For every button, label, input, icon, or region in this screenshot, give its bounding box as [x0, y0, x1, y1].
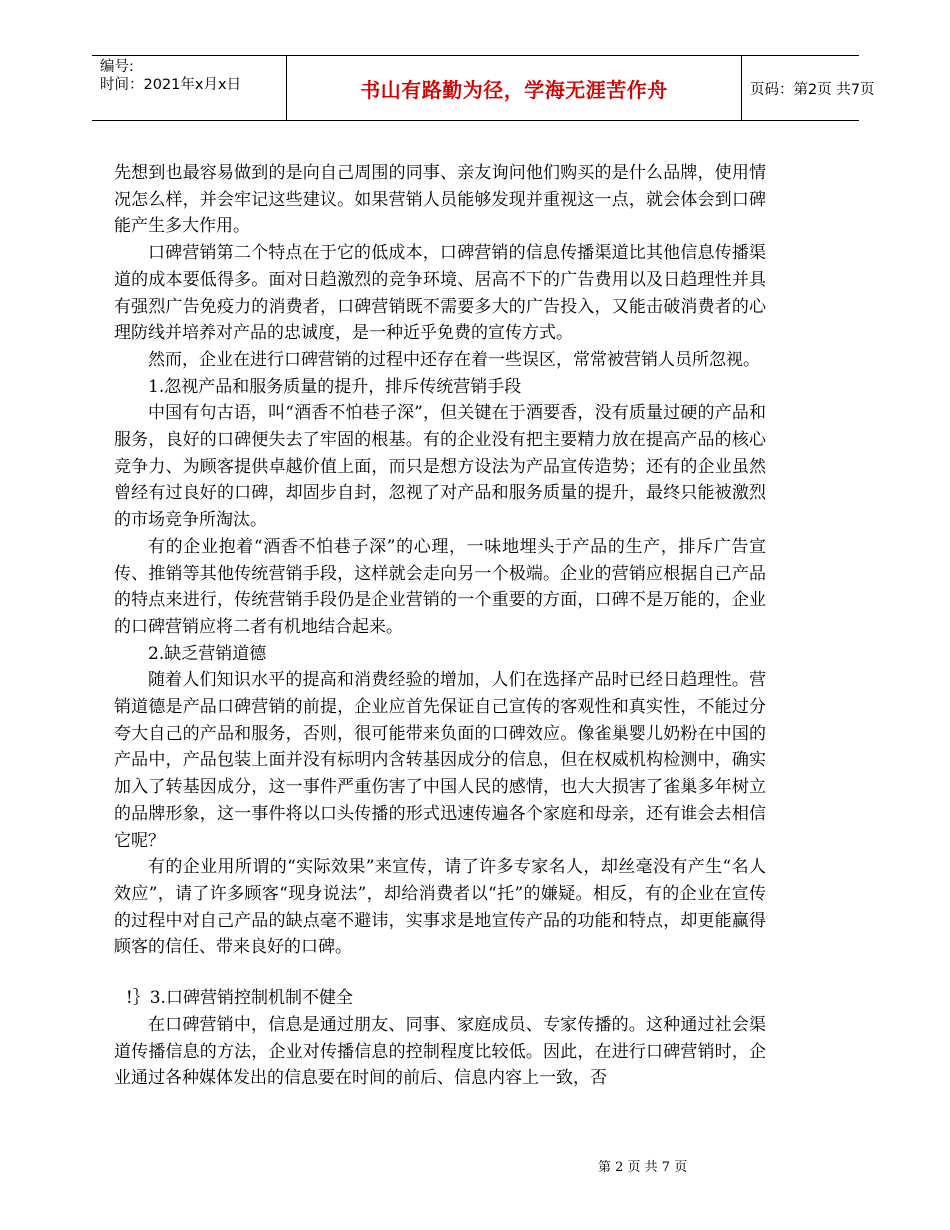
- section-heading: 2.缺乏营销道德: [148, 643, 267, 664]
- body-paragraph: 口碑营销第二个特点在于它的低成本，口碑营销的信息传播渠道比其他信息传播渠道的成本要低得多。面对日趋激烈的竞争环境、居高不下的广告费用以及日趋理性并具有强烈广告免疫力的消费者，口碑营销既不需要多大的广告投入，又能击破消费者的心理防线并培养对产品的忠诚度，是一种近乎免费的宣传方式。: [114, 243, 766, 344]
- document-number-label: 编号:: [100, 59, 134, 75]
- document-body: [114, 160, 766, 1092]
- header-motto-cell: [286, 56, 742, 120]
- header-meta-cell: [92, 56, 286, 120]
- section-heading: 1.忽视产品和服务质量的提升，排斥传统营销手段: [148, 376, 522, 397]
- body-paragraph: 有的企业用所谓的“实际效果”来宣传，请了许多专家名人，却丝毫没有产生“名人效应”，请了许多顾客“现身说法”，却给消费者以“托”的嫌疑。相反，有的企业在宣传的过程中对自己产品的缺点毫不避讳，实事求是地宣传产品的功能和特点，却更能赢得顾客的信任、带来良好的口碑。: [114, 857, 766, 958]
- header-page-cell: [742, 56, 875, 120]
- body-paragraph: 然而，企业在进行口碑营销的过程中还存在着一些误区，常常被营销人员所忽视。: [148, 349, 760, 370]
- document-time-label: 时间：2021年x月x日: [100, 77, 242, 93]
- body-paragraph: 有的企业抱着“酒香不怕巷子深”的心理，一味地埋头于产品的生产，排斥广告宣传、推销等其他传统营销手段，这样就会走向另一个极端。企业的营销应根据自己产品的特点来进行，传统营销手段仍是企业营销的一个重要的方面，口碑不是万能的，企业的口碑营销应将二者有机地结合起来。: [114, 536, 766, 637]
- header-page-info: 页码：第2页 共7页: [750, 81, 875, 98]
- body-paragraph: 随着人们知识水平的提高和消费经验的增加，人们在选择产品时已经日趋理性。营销道德是产品口碑营销的前提，企业应首先保证自己宣传的客观性和真实性，不能过分夸大自己的产品和服务，否则，很可能带来负面的口碑效应。像雀巢婴儿奶粉在中国的产品中，产品包装上面并没有标明内含转基因成分的信息，但在权威机构检测中，确实加入了转基因成分，这一事件严重伤害了中国人民的感情，也大大损害了雀巢多年树立的品牌形象，这一事件将以口头传播的形式迅速传遍各个家庭和母亲，还有谁会去相信它呢？: [114, 670, 766, 851]
- paragraph-gap: [114, 961, 766, 985]
- header-motto: 书山有路勤为径，学海无涯苦作舟: [360, 77, 668, 102]
- section-heading: !｝3.口碑营销控制机制不健全: [125, 988, 353, 1009]
- body-paragraph: 先想到也最容易做到的是向自己周围的同事、亲友询问他们购买的是什么品牌，使用情况怎么样，并会牢记这些建议。如果营销人员能够发现并重视这一点，就会体会到口碑能产生多大作用。: [114, 163, 766, 237]
- page-footer: 第 2 页 共 7 页: [598, 1160, 688, 1175]
- body-paragraph: 中国有句古语，叫“酒香不怕巷子深”，但关键在于酒要香，没有质量过硬的产品和服务，良好的口碑便失去了牢固的根基。有的企业没有把主要精力放在提高产品的核心竞争力、为顾客提供卓越价值上面，而只是想方设法为产品宣传造势；还有的企业虽然曾经有过良好的口碑，却固步自封，忽视了对产品和服务质量的提升，最终只能被激烈的市场竞争所淘汰。: [114, 403, 766, 531]
- body-paragraph: 在口碑营销中，信息是通过朋友、同事、家庭成员、专家传播的。这种通过社会渠道传播信息的方法，企业对传播信息的控制程度比较低。因此，在进行口碑营销时，企业通过各种媒体发出的信息要在时间的前后、信息内容上一致，否: [114, 1014, 766, 1089]
- document-header: [92, 55, 875, 121]
